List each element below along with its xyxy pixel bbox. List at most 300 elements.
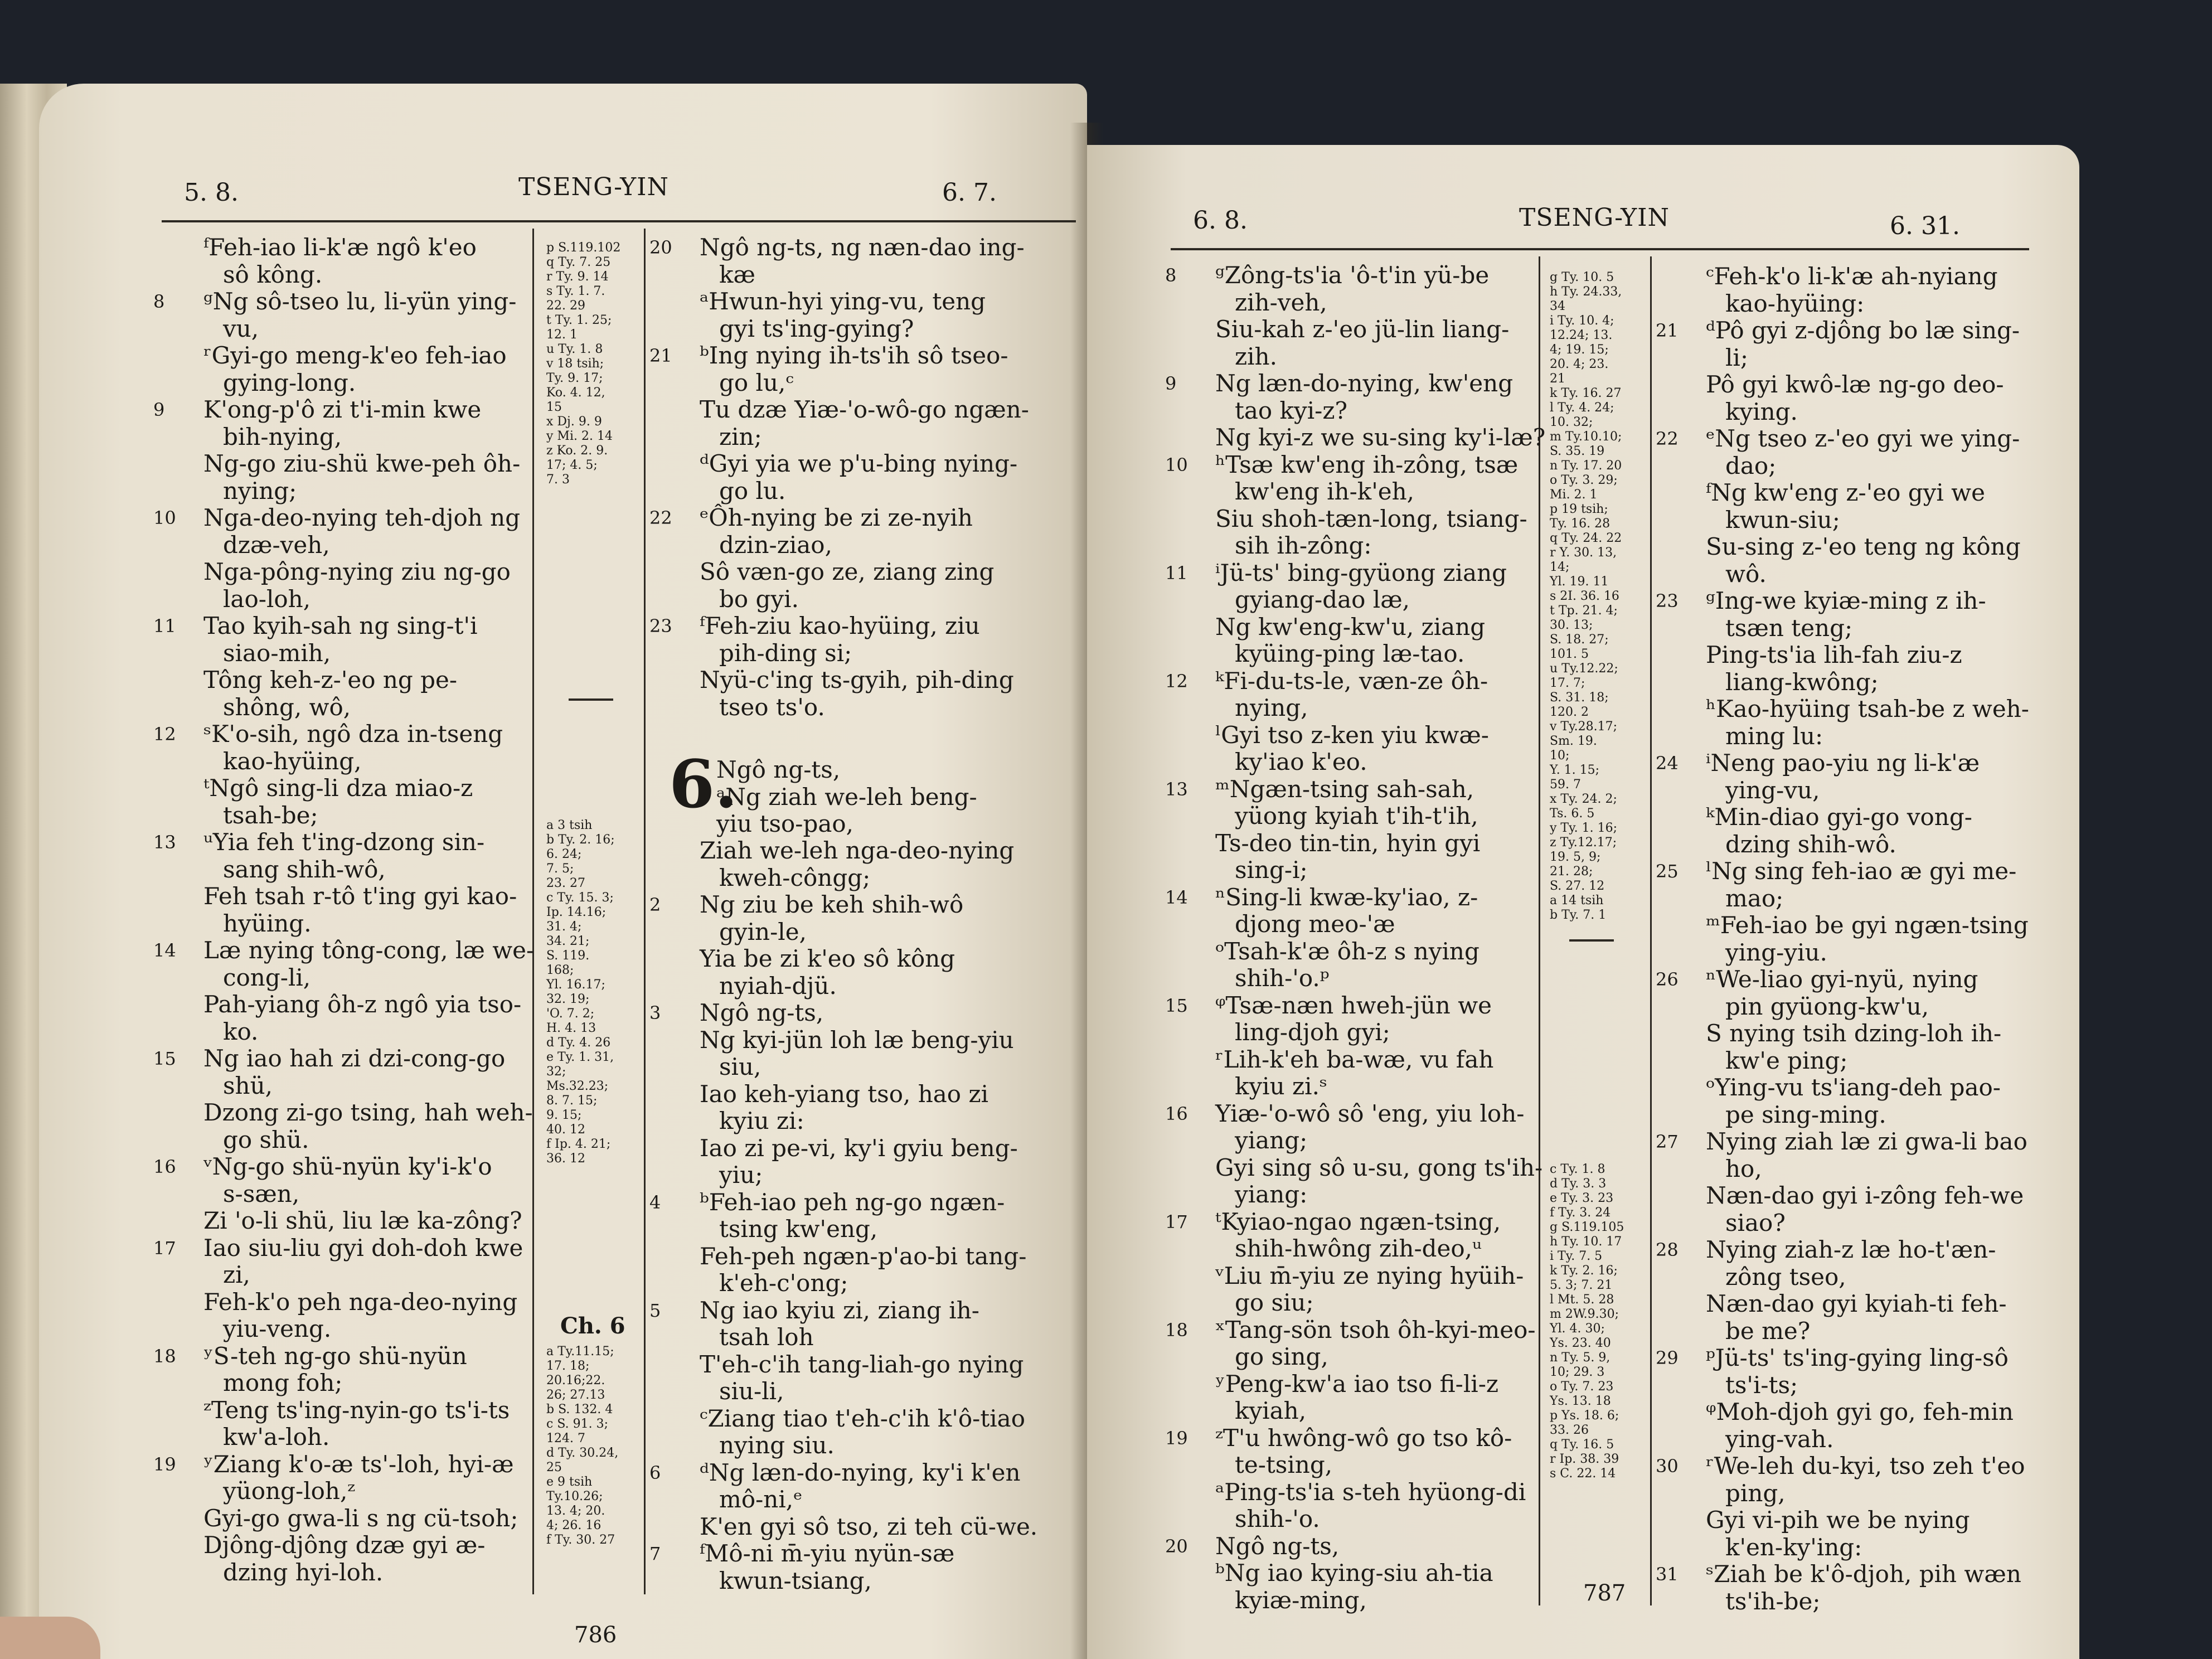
verse-text: mao; — [1725, 884, 1784, 912]
verse-text: ᶜZiang tiao t'eh-c'ih k'ô-tiao — [700, 1404, 1026, 1432]
verse-line — [153, 964, 532, 992]
verse-line — [1656, 1426, 2051, 1453]
verse-text: pe sing-ming. — [1725, 1100, 1886, 1128]
verse-text: vu, — [223, 314, 259, 342]
verse-text: ᵍNg sô-tseo lu, li-yün ying- — [203, 288, 517, 315]
cross-reference: 12.24; 13. — [1550, 328, 1613, 342]
verse-text: go sing, — [1235, 1343, 1328, 1370]
verse-line — [1656, 1102, 2051, 1129]
verse-text: Feh-peh ngæn-p'ao-bi tang- — [700, 1242, 1027, 1270]
cross-reference: 4; 26. 16 — [546, 1519, 601, 1532]
verse-line — [153, 396, 532, 424]
verse-line — [1656, 290, 2051, 318]
verse-text: sing-i; — [1235, 856, 1308, 884]
verse-text: Ng ziu be keh shih-wô — [700, 891, 964, 918]
verse-line — [153, 1235, 532, 1262]
verse-text: ᵈNg læn-do-nying, ky'i k'en — [700, 1458, 1021, 1486]
cross-reference: d Ty. 4. 26 — [546, 1036, 611, 1050]
cross-reference: 8. 7. 15; — [546, 1094, 598, 1108]
verse-line — [153, 1099, 532, 1127]
verse-line — [649, 1568, 1084, 1595]
verse-text: ʸS-teh ng-go shü-nyün — [203, 1342, 467, 1370]
verse-text: Tao kyih-sah ng sing-t'i — [203, 612, 478, 639]
verse-text: tsah-be; — [223, 801, 318, 829]
cross-reference: 14; — [1550, 560, 1570, 574]
cross-reference: n Ty. 5. 9, — [1550, 1351, 1611, 1365]
verse-text: Ziah we-leh nga-deo-nying — [700, 837, 1015, 864]
cross-reference: f Ty. 30. 27 — [546, 1533, 615, 1547]
verse-line — [1165, 560, 1539, 587]
verse-line — [1656, 371, 2051, 399]
verse-text: ky'iao k'eo. — [1235, 748, 1367, 775]
left-references-bottom — [546, 1345, 663, 1548]
right-column-rule-1 — [1539, 256, 1540, 1605]
verse-line — [1165, 1073, 1539, 1100]
verse-text: kwun-siu; — [1725, 506, 1840, 533]
verse-line — [1165, 668, 1539, 695]
verse-text: yiu; — [719, 1161, 763, 1189]
cross-reference: r Ip. 38. 39 — [1550, 1452, 1619, 1466]
verse-number: 3 — [649, 1002, 661, 1023]
verse-text: Iao keh-yiang tso, hao zi — [700, 1080, 989, 1108]
verse-line — [1656, 345, 2051, 372]
verse-line — [153, 1397, 532, 1424]
verse-text: kao-hyüing: — [1725, 289, 1865, 317]
verse-line — [153, 1532, 532, 1559]
cross-reference: f Ty. 3. 24 — [1550, 1206, 1611, 1220]
verse-number: 7 — [649, 1543, 661, 1564]
verse-text: Nga-deo-nying teh-djoh ng — [203, 504, 521, 531]
cross-reference: k Ty. 2. 16; — [1550, 1264, 1618, 1278]
verse-number: 25 — [1656, 861, 1679, 882]
verse-line — [153, 586, 532, 613]
cross-reference: h Ty. 24.33, — [1550, 285, 1622, 299]
verse-line — [649, 396, 1084, 424]
cross-reference: 101. 5 — [1550, 647, 1589, 661]
verse-number: 5 — [649, 1299, 661, 1321]
verse-line — [1165, 478, 1539, 506]
verse-text: yiang: — [1235, 1181, 1308, 1208]
verse-number: 9 — [153, 399, 165, 420]
verse-line — [153, 1316, 532, 1343]
verse-line — [1656, 858, 2051, 885]
verse-text: dzing hyi-loh. — [223, 1558, 384, 1586]
verse-text: Ng kyi-z we su-sing ky'i-læ? — [1215, 424, 1546, 451]
cross-reference: 5. 3; 7. 21 — [1550, 1278, 1613, 1292]
verse-line — [153, 1073, 532, 1100]
verse-line — [153, 261, 532, 289]
verse-text: ᵖJü-ts' ts'ing-gying ling-sô — [1706, 1344, 2009, 1371]
verse-text: ᵒYing-vu ts'iang-deh pao- — [1706, 1074, 2001, 1101]
cross-reference: q Ty. 16. 5 — [1550, 1438, 1614, 1452]
cross-reference: c Ty. 1. 8 — [1550, 1162, 1605, 1176]
verse-text: Ng læn-do-nying, kw'eng — [1215, 370, 1514, 397]
left-references-middle — [546, 818, 663, 1166]
left-chapter-reference-label: Ch. 6 — [560, 1313, 625, 1339]
cross-reference: 34 — [1550, 299, 1565, 313]
chapter-intro — [711, 756, 1045, 838]
cross-reference: 10; 29. 3 — [1550, 1365, 1605, 1379]
verse-line — [1656, 507, 2051, 534]
cross-reference: 22. 29 — [546, 299, 585, 313]
verse-text: Djông-djông dzæ gyi æ- — [203, 1531, 486, 1559]
verse-line — [1165, 1209, 1539, 1236]
verse-text: shü, — [223, 1071, 273, 1099]
cross-reference: Ko. 4. 12, — [546, 386, 605, 400]
cross-reference: Yl. 16.17; — [546, 978, 605, 992]
verse-line — [153, 1127, 532, 1154]
verse-line — [153, 667, 532, 694]
verse-line — [1165, 1560, 1539, 1587]
right-references-divider — [1569, 939, 1614, 942]
cross-reference: 32. 19; — [546, 992, 590, 1006]
verse-text: ko. — [223, 1017, 259, 1045]
verse-line — [649, 919, 1084, 946]
cross-reference: Ts. 6. 5 — [1550, 807, 1595, 821]
verse-text: ping, — [1725, 1479, 1786, 1507]
verse-line — [1656, 317, 2051, 345]
verse-text: ˢZiah be k'ô-djoh, pih wæn — [1706, 1560, 2021, 1588]
verse-line — [649, 1540, 1084, 1568]
verse-line — [1165, 749, 1539, 776]
verse-text: ᵇIng nying ih-ts'ih sô tseo- — [700, 342, 1008, 369]
verse-line — [649, 1351, 1084, 1379]
verse-text: dzing shih-wô. — [1725, 830, 1896, 858]
cross-reference: e Ty. 3. 23 — [1550, 1191, 1614, 1205]
verse-line — [153, 802, 532, 830]
right-text-column-2 — [1656, 263, 2051, 1615]
verse-line — [1165, 1019, 1539, 1046]
left-page-number: 786 — [574, 1622, 617, 1648]
verse-text: kw'e ping; — [1725, 1046, 1848, 1074]
verse-line — [1165, 1181, 1539, 1209]
verse-text: ᵗNgô sing-li dza miao-z — [203, 774, 473, 802]
verse-text: ʳGyi-go meng-k'eo feh-iao — [203, 342, 507, 369]
verse-text: Gyi vi-pih we be nying — [1706, 1506, 1970, 1534]
verse-number: 22 — [649, 507, 672, 528]
cross-reference: q Ty. 24. 22 — [1550, 531, 1622, 545]
verse-number: 30 — [1656, 1456, 1679, 1477]
verse-text: ᵃHwun-hyi ying-vu, teng — [700, 288, 986, 315]
verse-line — [153, 1424, 532, 1451]
verse-text: siao-mih, — [223, 639, 331, 667]
cross-reference: 13. 4; 20. — [546, 1504, 605, 1518]
verse-line — [1165, 1317, 1539, 1344]
verse-text: djong meo-'æ — [1235, 910, 1395, 938]
verse-line — [649, 1135, 1084, 1162]
cross-reference: o Ty. 7. 23 — [1550, 1380, 1614, 1394]
verse-text: go siu; — [1235, 1289, 1314, 1316]
verse-line — [153, 640, 532, 667]
verse-text: Næn-dao gyi kyiah-ti feh- — [1706, 1290, 2007, 1317]
verse-text: ling-djoh gyi; — [1235, 1018, 1390, 1046]
verse-text: kyiu zi: — [719, 1107, 804, 1134]
verse-line — [1165, 397, 1539, 425]
left-header-left: 5. 8. — [184, 178, 239, 207]
verse-line — [649, 1027, 1084, 1054]
cross-reference: Ys. 13. 18 — [1550, 1394, 1611, 1408]
verse-line — [1165, 1153, 1543, 1182]
verse-text: sih ih-zông: — [1235, 532, 1372, 559]
verse-line — [1656, 1453, 2051, 1480]
verse-text: K'ong-p'ô zi t'i-min kwe — [203, 396, 482, 423]
verse-text: be me? — [1725, 1317, 1811, 1345]
verse-text: dzin-ziao, — [719, 531, 832, 559]
cross-reference: 6. 24; — [546, 847, 582, 861]
cross-reference: 31. 4; — [546, 920, 582, 934]
cross-reference: S. 31. 18; — [1550, 691, 1609, 705]
verse-line — [1656, 669, 2051, 696]
verse-line — [1656, 1399, 2051, 1426]
verse-text: Ng kyi-jün loh læ beng-yiu — [700, 1026, 1014, 1054]
cross-reference: 36. 12 — [546, 1152, 585, 1166]
verse-line — [153, 234, 532, 261]
verse-text: ᵠMoh-djoh gyi go, feh-min — [1706, 1398, 2014, 1425]
verse-line — [1165, 722, 1539, 749]
verse-text: Yiæ-'o-wô sô 'eng, yiu loh- — [1215, 1099, 1525, 1127]
verse-line — [1165, 1371, 1539, 1398]
verse-line — [1656, 1372, 2051, 1399]
verse-text: Yia be zi k'eo sô kông — [700, 945, 955, 972]
cross-reference: 124. 7 — [546, 1432, 585, 1445]
verse-text: Nyü-c'ing ts-gyih, pih-ding — [700, 666, 1014, 693]
cross-reference: Ip. 14.16; — [546, 905, 607, 919]
verse-line — [1165, 695, 1539, 722]
verse-text: ʳWe-leh du-kyi, tso zeh t'eo — [1706, 1452, 2025, 1479]
verse-line — [649, 586, 1084, 613]
verse-text: ˡGyi tso z-ken yiu kwæ- — [1215, 721, 1489, 749]
right-text-column-1 — [1165, 261, 1546, 1614]
verse-line — [649, 640, 1084, 667]
verse-line — [649, 234, 1084, 261]
cross-reference: x Ty. 24. 2; — [1550, 792, 1617, 806]
verse-text: ᵉÔh-nying be zi ze-nyih — [700, 504, 973, 531]
cross-reference: v 18 tsih; — [546, 357, 604, 371]
verse-line — [1656, 479, 2051, 507]
verse-line — [1656, 966, 2051, 993]
cross-reference: Ty. 9. 17; — [546, 371, 603, 385]
verse-number: 27 — [1656, 1131, 1679, 1152]
verse-text: Næn-dao gyi i-zông feh-we — [1706, 1182, 2024, 1209]
verse-text: yiu-veng. — [223, 1315, 332, 1342]
verse-number: 8 — [1165, 265, 1177, 286]
verse-number: 4 — [649, 1191, 661, 1213]
verse-text: gyiang-dao læ, — [1235, 586, 1410, 613]
verse-text: ts'i-ts; — [1725, 1371, 1798, 1399]
left-column-rule-1 — [532, 229, 534, 1594]
verse-number: 14 — [153, 940, 176, 961]
verse-line — [1165, 586, 1539, 614]
verse-line — [1656, 804, 2051, 831]
verse-line — [649, 837, 1084, 865]
verse-line — [649, 316, 1084, 343]
cross-reference: 'O. 7. 2; — [546, 1007, 595, 1021]
chapter-intro-line: yiu tso-pao, — [716, 810, 854, 837]
verse-text: gyin-le, — [719, 918, 807, 945]
verse-text: ᵃPing-ts'ia s-teh hyüong-di — [1215, 1478, 1526, 1506]
verse-text: ᵈGyi yia we p'u-bing nying- — [700, 450, 1018, 477]
verse-text: kweh-côngg; — [719, 864, 871, 891]
cross-reference: z Ty.12.17; — [1550, 836, 1617, 850]
verse-line — [649, 1108, 1084, 1135]
cross-reference: Ty. 16. 28 — [1550, 517, 1611, 531]
verse-line — [1656, 1561, 2051, 1588]
verse-line — [649, 1243, 1084, 1270]
verse-line — [1165, 1263, 1539, 1290]
cross-reference: b S. 132. 4 — [546, 1403, 613, 1417]
left-header-title: TSENG-YIN — [518, 173, 670, 201]
verse-line — [1656, 750, 2051, 777]
cross-reference: v Ty.28.17; — [1550, 720, 1617, 734]
verse-line — [1165, 803, 1539, 830]
verse-number: 20 — [649, 237, 672, 258]
verse-line — [1165, 830, 1539, 857]
verse-line — [1165, 1533, 1539, 1560]
verse-line — [1165, 370, 1539, 397]
verse-text: go shü. — [223, 1126, 309, 1153]
cross-reference: z Ko. 2. 9. — [546, 444, 608, 458]
verse-line — [649, 424, 1084, 451]
verse-text: ᵍZông-ts'ia 'ô-t'in yü-be — [1215, 261, 1490, 289]
verse-text: ˡNg sing feh-iao æ gyi me- — [1706, 857, 2017, 885]
chapter-intro-line: Ngô ng-ts, — [716, 756, 841, 783]
verse-text: ᵏMin-diao gyi-go vong- — [1706, 803, 1972, 831]
verse-line — [153, 1370, 532, 1397]
verse-line — [1165, 1127, 1539, 1154]
verse-line — [1165, 911, 1539, 938]
verse-text: Su-sing z-'eo teng ng kông — [1706, 533, 2021, 560]
verse-text: ying-vah. — [1725, 1425, 1834, 1453]
verse-text: k'eh-c'ong; — [719, 1269, 848, 1297]
cross-reference: Yl. 4. 30; — [1550, 1322, 1605, 1336]
verse-line — [649, 532, 1084, 559]
verse-line — [649, 370, 1084, 397]
cross-reference: 12. 1 — [546, 328, 578, 342]
verse-line — [649, 891, 1084, 919]
cross-reference: a Ty.11.15; — [546, 1345, 614, 1359]
left-page — [39, 84, 1087, 1659]
verse-line — [649, 1405, 1084, 1433]
verse-text: kyüing-ping læ-tao. — [1235, 640, 1465, 667]
cross-reference: 30. 13; — [1550, 618, 1593, 632]
verse-line — [153, 370, 532, 397]
cross-reference: i Ty. 10. 4; — [1550, 314, 1614, 328]
cross-reference: Ty.10.26; — [546, 1490, 603, 1503]
cross-reference: 26; 27.13 — [546, 1388, 605, 1402]
cross-reference: 33. 26 — [1550, 1423, 1589, 1437]
verse-line — [1165, 857, 1539, 884]
verse-line — [1165, 1587, 1539, 1614]
verse-line — [1165, 1452, 1539, 1479]
verse-number: 10 — [153, 507, 176, 528]
cross-reference: s Ty. 1. 7. — [546, 284, 605, 298]
verse-line — [1165, 641, 1539, 668]
verse-text: ying-yiu. — [1725, 938, 1827, 966]
verse-number: 28 — [1656, 1239, 1679, 1260]
verse-line — [1656, 1480, 2051, 1507]
verse-text: ho, — [1725, 1154, 1762, 1182]
verse-text: ˣTang-sön tsoh ôh-kyi-meo- — [1215, 1316, 1536, 1343]
verse-line — [649, 1459, 1084, 1487]
verse-line — [649, 1189, 1084, 1216]
verse-line — [153, 1289, 532, 1316]
verse-text: go lu. — [719, 477, 786, 505]
verse-number: 11 — [1165, 562, 1188, 584]
verse-number: 23 — [1656, 590, 1679, 612]
verse-line — [153, 478, 532, 505]
verse-text: S nying tsih dzing-loh ih- — [1706, 1020, 2002, 1047]
cross-reference: S. 119. — [546, 949, 590, 963]
verse-text: ˢK'o-sih, ngô dza in-tseng — [203, 720, 503, 748]
verse-number: 11 — [153, 615, 176, 637]
verse-line — [153, 316, 532, 343]
cross-reference: f Ip. 4. 21; — [546, 1137, 611, 1151]
chapter-intro-line: ᵃNg ziah we-leh beng- — [716, 783, 977, 811]
verse-text: kw'a-loh. — [223, 1423, 330, 1451]
right-page — [1087, 145, 2079, 1659]
cross-reference: q Ty. 7. 25 — [546, 255, 611, 269]
cross-reference: Mi. 2. 1 — [1550, 488, 1598, 502]
verse-line — [649, 261, 1084, 289]
verse-text: Gyi-go gwa-li s ng cü-tsoh; — [203, 1504, 518, 1532]
verse-line — [153, 1045, 532, 1073]
verse-text: K'en gyi sô tso, zi teh cü-we. — [700, 1512, 1038, 1540]
cross-reference: 9. 15; — [546, 1108, 582, 1122]
cross-reference: p S.119.102 — [546, 241, 621, 255]
verse-text: ʰTsæ kw'eng ih-zông, tsæ — [1215, 450, 1519, 478]
verse-line — [153, 1207, 532, 1235]
verse-line — [649, 505, 1084, 532]
verse-text: ʳLih-k'eh ba-wæ, vu fah — [1215, 1045, 1494, 1073]
verse-line — [649, 1432, 1084, 1459]
verse-text: ᵇNg iao kying-siu ah-tia — [1215, 1559, 1493, 1587]
verse-line — [1656, 777, 2051, 804]
verse-text: Siu-kah z-'eo jü-lin liang- — [1215, 316, 1510, 343]
right-header-title: TSENG-YIN — [1519, 203, 1670, 232]
left-references-top — [546, 241, 663, 487]
verse-text: nying siu. — [719, 1432, 835, 1459]
verse-line — [649, 945, 1084, 973]
verse-line — [153, 505, 532, 532]
cross-reference: m Ty.10.10; — [1550, 430, 1622, 444]
verse-text: ᵉNg tseo z-'eo gyi we ying- — [1706, 425, 2020, 452]
verse-text: kæ — [719, 260, 755, 288]
left-text-column-1 — [153, 234, 535, 1586]
cross-reference: t Ty. 1. 25; — [546, 313, 612, 327]
verse-number: 15 — [1165, 995, 1188, 1016]
verse-text: gyi ts'ing-gying? — [719, 314, 914, 342]
verse-number: 12 — [153, 724, 176, 745]
verse-text: Ng-go ziu-shü kwe-peh ôh- — [203, 450, 521, 477]
verse-line — [649, 342, 1084, 370]
verse-line — [649, 973, 1084, 1000]
verse-text: T'eh-c'ih tang-liah-go nying — [700, 1350, 1024, 1378]
verse-line — [1656, 1020, 2051, 1047]
verse-line — [1165, 1343, 1539, 1371]
cross-reference: d Ty. 3. 3 — [1550, 1177, 1607, 1191]
verse-line — [153, 1451, 532, 1478]
verse-line — [153, 613, 532, 640]
cross-reference: e 9 tsih — [546, 1475, 593, 1489]
cross-reference: 59. 7 — [1550, 778, 1581, 792]
verse-text: shih-'o. — [1235, 1505, 1320, 1532]
verse-line — [1165, 614, 1539, 641]
cross-reference: l Ty. 4. 24; — [1550, 401, 1614, 415]
verse-text: Dzong zi-go tsing, hah weh- — [203, 1099, 533, 1126]
verse-line — [649, 613, 1084, 640]
verse-number: 16 — [1165, 1103, 1188, 1124]
left-header-rule — [162, 220, 1076, 222]
